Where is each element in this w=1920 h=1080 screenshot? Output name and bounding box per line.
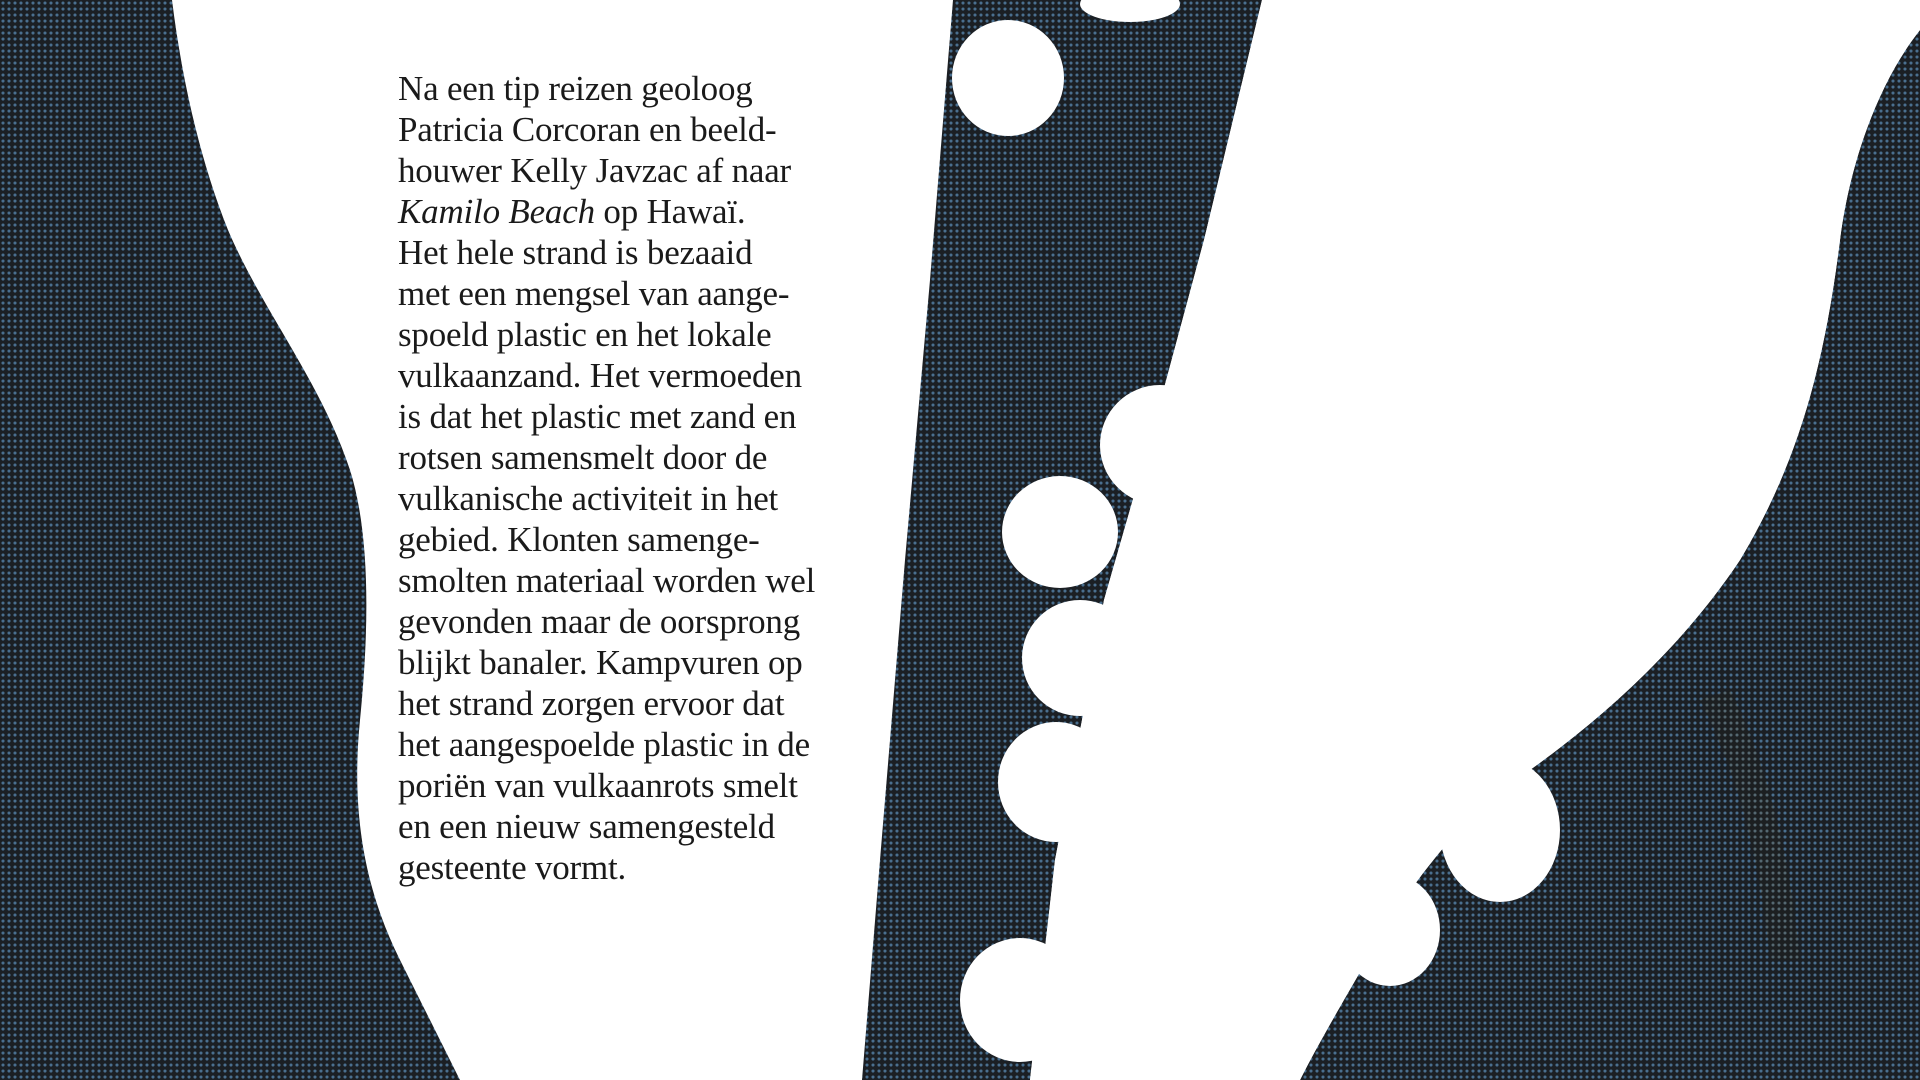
text-line: houwer Kelly Javzac af naar <box>398 151 791 190</box>
text-line: Na een tip reizen geoloog <box>398 69 753 108</box>
text-line: spoeld plastic en het lokale <box>398 315 772 354</box>
text-line: Patricia Corcoran en beeld- <box>398 110 777 149</box>
text-line: het aangespoelde plastic in de <box>398 725 810 764</box>
text-line: en een nieuw samengesteld <box>398 807 775 846</box>
text-line: vulkaanzand. Het vermoeden <box>398 356 802 395</box>
text-line: gevonden maar de oorsprong <box>398 602 801 641</box>
text-fragment: op Hawaï. <box>594 192 746 231</box>
text-line: het strand zorgen ervoor dat <box>398 684 785 723</box>
text-line: Het hele strand is bezaaid <box>398 233 753 272</box>
bubble <box>952 20 1064 136</box>
text-line: blijkt banaler. Kampvuren op <box>398 643 803 682</box>
article-body <box>398 68 858 888</box>
text-line: poriën van vulkaanrots smelt <box>398 766 798 805</box>
text-line: gesteente vormt. <box>398 848 627 887</box>
text-line: smolten materiaal worden wel <box>398 561 816 600</box>
left-dark-shape <box>0 0 460 1080</box>
text-line: is dat het plastic met zand en <box>398 397 797 436</box>
bubble <box>1002 476 1118 588</box>
text-line: met een mengsel van aange- <box>398 274 790 313</box>
text-line: rotsen samensmelt door de <box>398 438 768 477</box>
text-line: gebied. Klonten samenge- <box>398 520 760 559</box>
text-line <box>398 191 858 232</box>
place-name: Kamilo Beach <box>398 192 595 231</box>
text-line: vulkanische activiteit in het <box>398 479 779 518</box>
